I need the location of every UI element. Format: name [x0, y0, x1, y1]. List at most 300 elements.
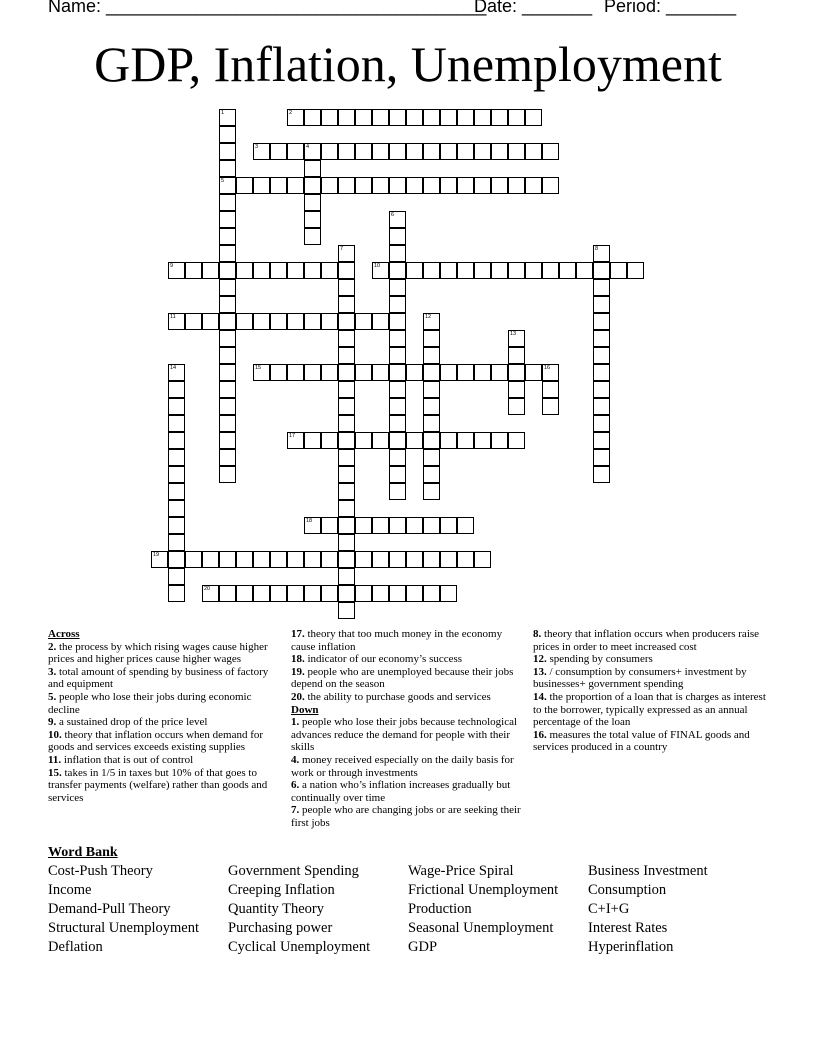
- cell-number: 13: [510, 331, 517, 337]
- crossword-cell[interactable]: [423, 432, 440, 449]
- crossword-cell[interactable]: [287, 143, 304, 160]
- crossword-cell[interactable]: [219, 415, 236, 432]
- crossword-cell[interactable]: [168, 551, 185, 568]
- crossword-cell[interactable]: [304, 211, 321, 228]
- crossword-cell[interactable]: [168, 313, 185, 330]
- crossword-cell[interactable]: [440, 109, 457, 126]
- crossword-cell[interactable]: [474, 143, 491, 160]
- crossword-cell[interactable]: [491, 109, 508, 126]
- crossword-cell[interactable]: [593, 313, 610, 330]
- crossword-cell[interactable]: [287, 313, 304, 330]
- crossword-cell[interactable]: [440, 143, 457, 160]
- crossword-cell[interactable]: [508, 109, 525, 126]
- crossword-cell[interactable]: [525, 364, 542, 381]
- crossword-cell[interactable]: [406, 109, 423, 126]
- crossword-cell[interactable]: [440, 177, 457, 194]
- crossword-cell[interactable]: [321, 517, 338, 534]
- cell-number: 5: [221, 178, 225, 184]
- crossword-cell[interactable]: [576, 262, 593, 279]
- crossword-cell[interactable]: [491, 177, 508, 194]
- crossword-cell[interactable]: [508, 364, 525, 381]
- crossword-cell[interactable]: [168, 432, 185, 449]
- crossword-cell[interactable]: [355, 364, 372, 381]
- crossword-cell[interactable]: [338, 109, 355, 126]
- crossword-cell[interactable]: [253, 585, 270, 602]
- crossword-cell[interactable]: [423, 398, 440, 415]
- crossword-cell[interactable]: [219, 330, 236, 347]
- crossword-cell[interactable]: [321, 364, 338, 381]
- word-bank-term: Production: [408, 901, 472, 917]
- down-clue: [533, 628, 768, 653]
- crossword-cell[interactable]: [321, 143, 338, 160]
- crossword-cell[interactable]: [423, 143, 440, 160]
- crossword-cell[interactable]: [287, 109, 304, 126]
- crossword-cell[interactable]: [423, 585, 440, 602]
- crossword-cell[interactable]: [423, 381, 440, 398]
- crossword-cell[interactable]: [270, 313, 287, 330]
- crossword-cell[interactable]: [338, 432, 355, 449]
- word-bank-term: Government Spending: [228, 863, 359, 879]
- crossword-cell[interactable]: [389, 262, 406, 279]
- crossword-cell[interactable]: [202, 585, 219, 602]
- crossword-cell[interactable]: [168, 262, 185, 279]
- crossword-cell[interactable]: [236, 262, 253, 279]
- crossword-cell[interactable]: [474, 177, 491, 194]
- crossword-cell[interactable]: [355, 143, 372, 160]
- crossword-cell[interactable]: [491, 364, 508, 381]
- crossword-cell[interactable]: [338, 568, 355, 585]
- crossword-cell[interactable]: [338, 330, 355, 347]
- crossword-cell[interactable]: [457, 143, 474, 160]
- crossword-cell[interactable]: [304, 313, 321, 330]
- crossword-cell[interactable]: [389, 381, 406, 398]
- crossword-cell[interactable]: [270, 364, 287, 381]
- crossword-cell[interactable]: [338, 551, 355, 568]
- crossword-cell[interactable]: [525, 262, 542, 279]
- crossword-cell[interactable]: [440, 364, 457, 381]
- crossword-cell[interactable]: [304, 194, 321, 211]
- crossword-cell[interactable]: [338, 415, 355, 432]
- crossword-cell[interactable]: [372, 262, 389, 279]
- cell-number: 11: [170, 314, 176, 320]
- crossword-cell[interactable]: [593, 279, 610, 296]
- crossword-cell[interactable]: [202, 262, 219, 279]
- crossword-cell[interactable]: [219, 381, 236, 398]
- crossword-cell[interactable]: [219, 347, 236, 364]
- crossword-cell[interactable]: [236, 585, 253, 602]
- crossword-cell[interactable]: [168, 534, 185, 551]
- crossword-cell[interactable]: [372, 585, 389, 602]
- crossword-cell[interactable]: [338, 262, 355, 279]
- crossword-cell[interactable]: [423, 483, 440, 500]
- crossword-cell[interactable]: [389, 398, 406, 415]
- crossword-cell[interactable]: [168, 449, 185, 466]
- crossword-cell[interactable]: [389, 483, 406, 500]
- crossword-cell[interactable]: [372, 364, 389, 381]
- crossword-cell[interactable]: [372, 177, 389, 194]
- crossword-cell[interactable]: [321, 177, 338, 194]
- crossword-cell[interactable]: [457, 177, 474, 194]
- crossword-cell[interactable]: [253, 262, 270, 279]
- crossword-cell[interactable]: [372, 432, 389, 449]
- crossword-cell[interactable]: [389, 432, 406, 449]
- crossword-cell[interactable]: [423, 517, 440, 534]
- clue-text: the process by which rising wages cause higher prices and higher prices cause higher wages: [48, 640, 268, 666]
- crossword-cell[interactable]: [542, 262, 559, 279]
- crossword-cell[interactable]: [338, 534, 355, 551]
- crossword-cell[interactable]: [406, 585, 423, 602]
- clue-text: people who are unemployed because their jobs depend on the season: [291, 665, 514, 691]
- crossword-cell[interactable]: [457, 432, 474, 449]
- crossword-cell[interactable]: [338, 347, 355, 364]
- crossword-cell[interactable]: [338, 517, 355, 534]
- crossword-cell[interactable]: [440, 432, 457, 449]
- crossword-cell[interactable]: [168, 466, 185, 483]
- crossword-cell[interactable]: [559, 262, 576, 279]
- crossword-cell[interactable]: [355, 432, 372, 449]
- crossword-cell[interactable]: [389, 347, 406, 364]
- crossword-cell[interactable]: [338, 381, 355, 398]
- crossword-cell[interactable]: [508, 432, 525, 449]
- crossword-cell[interactable]: [593, 330, 610, 347]
- crossword-cell[interactable]: [338, 466, 355, 483]
- across-clue: [48, 641, 276, 666]
- crossword-cell[interactable]: [219, 279, 236, 296]
- crossword-cell[interactable]: [253, 551, 270, 568]
- crossword-cell[interactable]: [593, 398, 610, 415]
- crossword-cell[interactable]: [253, 313, 270, 330]
- crossword-cell[interactable]: [338, 245, 355, 262]
- crossword-cell[interactable]: [406, 177, 423, 194]
- crossword-cell[interactable]: [219, 211, 236, 228]
- crossword-cell[interactable]: [372, 517, 389, 534]
- crossword-cell[interactable]: [304, 517, 321, 534]
- crossword-cell[interactable]: [219, 585, 236, 602]
- crossword-cell[interactable]: [423, 364, 440, 381]
- crossword-cell[interactable]: [457, 364, 474, 381]
- crossword-cell[interactable]: [389, 517, 406, 534]
- crossword-cell[interactable]: [253, 143, 270, 160]
- crossword-cell[interactable]: [389, 279, 406, 296]
- crossword-cell[interactable]: [219, 177, 236, 194]
- crossword-cell[interactable]: [542, 143, 559, 160]
- crossword-cell[interactable]: [253, 364, 270, 381]
- crossword-cell[interactable]: [304, 160, 321, 177]
- crossword-cell[interactable]: [457, 551, 474, 568]
- crossword-cell[interactable]: [593, 347, 610, 364]
- crossword-cell[interactable]: [440, 517, 457, 534]
- crossword-cell[interactable]: [389, 449, 406, 466]
- clue-text: money received especially on the daily basis for work or through investments: [291, 753, 514, 779]
- crossword-cell[interactable]: [304, 585, 321, 602]
- crossword-cell[interactable]: [389, 551, 406, 568]
- crossword-cell[interactable]: [168, 500, 185, 517]
- crossword-cell[interactable]: [593, 381, 610, 398]
- crossword-cell[interactable]: [219, 228, 236, 245]
- crossword-cell[interactable]: [406, 143, 423, 160]
- crossword-cell[interactable]: [542, 398, 559, 415]
- crossword-cell[interactable]: [151, 551, 168, 568]
- crossword-cell[interactable]: [202, 551, 219, 568]
- crossword-cell[interactable]: [304, 432, 321, 449]
- crossword-cell[interactable]: [168, 364, 185, 381]
- crossword-cell[interactable]: [304, 228, 321, 245]
- crossword-cell[interactable]: [372, 313, 389, 330]
- crossword-cell[interactable]: [185, 313, 202, 330]
- crossword-cell[interactable]: [423, 177, 440, 194]
- crossword-cell[interactable]: [508, 177, 525, 194]
- crossword-cell[interactable]: [253, 177, 270, 194]
- crossword-cell[interactable]: [406, 551, 423, 568]
- crossword-cell[interactable]: [389, 177, 406, 194]
- crossword-cell[interactable]: [389, 228, 406, 245]
- crossword-cell[interactable]: [423, 415, 440, 432]
- crossword-cell[interactable]: [304, 364, 321, 381]
- crossword-cell[interactable]: [270, 143, 287, 160]
- crossword-cell[interactable]: [355, 551, 372, 568]
- crossword-cell[interactable]: [287, 551, 304, 568]
- clue-number: 2.: [48, 640, 57, 653]
- crossword-cell[interactable]: [338, 279, 355, 296]
- crossword-cell[interactable]: [219, 313, 236, 330]
- crossword-cell[interactable]: [355, 517, 372, 534]
- crossword-cell[interactable]: [508, 262, 525, 279]
- crossword-cell[interactable]: [406, 517, 423, 534]
- crossword-cell[interactable]: [491, 432, 508, 449]
- word-bank-term: Creeping Inflation: [228, 882, 335, 898]
- crossword-cell[interactable]: [491, 143, 508, 160]
- crossword-cell[interactable]: [372, 143, 389, 160]
- crossword-cell[interactable]: [593, 245, 610, 262]
- across-clues-col2: [291, 628, 521, 830]
- crossword-cell[interactable]: [287, 364, 304, 381]
- crossword-cell[interactable]: [219, 466, 236, 483]
- clue-number: 4.: [291, 753, 300, 766]
- crossword-cell[interactable]: [423, 313, 440, 330]
- crossword-cell[interactable]: [236, 551, 253, 568]
- crossword-cell[interactable]: [389, 211, 406, 228]
- crossword-cell[interactable]: [338, 296, 355, 313]
- crossword-cell[interactable]: [270, 262, 287, 279]
- clue-text: spending by consumers: [546, 653, 653, 666]
- name-field[interactable]: Name: ______________________________________: [48, 0, 487, 16]
- crossword-cell[interactable]: [338, 177, 355, 194]
- crossword-cell[interactable]: [423, 330, 440, 347]
- crossword-cell[interactable]: [423, 551, 440, 568]
- crossword-cell[interactable]: [219, 126, 236, 143]
- crossword-cell[interactable]: [287, 432, 304, 449]
- crossword-cell[interactable]: [270, 551, 287, 568]
- crossword-cell[interactable]: [457, 109, 474, 126]
- crossword-cell[interactable]: [304, 109, 321, 126]
- crossword-cell[interactable]: [542, 364, 559, 381]
- clue-text: theory that inflation occurs when producers raise prices in order to meet increased cost: [533, 628, 760, 653]
- crossword-cell[interactable]: [321, 551, 338, 568]
- crossword-cell[interactable]: [525, 109, 542, 126]
- crossword-cell[interactable]: [389, 330, 406, 347]
- crossword-cell[interactable]: [219, 364, 236, 381]
- crossword-cell[interactable]: [389, 143, 406, 160]
- crossword-cell[interactable]: [440, 262, 457, 279]
- crossword-cell[interactable]: [219, 109, 236, 126]
- crossword-cell[interactable]: [219, 194, 236, 211]
- crossword-cell[interactable]: [219, 449, 236, 466]
- crossword-cell[interactable]: [185, 551, 202, 568]
- crossword-cell[interactable]: [287, 585, 304, 602]
- crossword-cell[interactable]: [338, 500, 355, 517]
- period-field[interactable]: Period: _______: [604, 0, 737, 16]
- crossword-cell[interactable]: [593, 364, 610, 381]
- crossword-cell[interactable]: [457, 262, 474, 279]
- word-bank-term: Business Investment: [588, 863, 708, 879]
- crossword-cell[interactable]: [423, 109, 440, 126]
- crossword-cell[interactable]: [389, 109, 406, 126]
- clue-text: measures the total value of FINAL goods and services produced in a country: [533, 728, 750, 754]
- crossword-cell[interactable]: [338, 602, 355, 619]
- crossword-cell[interactable]: [406, 262, 423, 279]
- crossword-cell[interactable]: [525, 143, 542, 160]
- crossword-cell[interactable]: [168, 585, 185, 602]
- clue-number: 15.: [48, 766, 62, 779]
- crossword-cell[interactable]: [287, 177, 304, 194]
- crossword-cell[interactable]: [542, 381, 559, 398]
- crossword-cell[interactable]: [508, 330, 525, 347]
- crossword-cell[interactable]: [168, 415, 185, 432]
- crossword-cell[interactable]: [593, 449, 610, 466]
- crossword-cell[interactable]: [219, 398, 236, 415]
- crossword-cell[interactable]: [304, 143, 321, 160]
- crossword-cell[interactable]: [219, 296, 236, 313]
- crossword-cell[interactable]: [525, 177, 542, 194]
- across-heading: Across: [48, 628, 80, 640]
- crossword-cell[interactable]: [321, 109, 338, 126]
- cell-number: 16: [544, 365, 551, 371]
- page-title: GDP, Inflation, Unemployment: [94, 36, 722, 92]
- crossword-cell[interactable]: [355, 313, 372, 330]
- crossword-cell[interactable]: [168, 483, 185, 500]
- crossword-cell[interactable]: [168, 517, 185, 534]
- crossword-cell[interactable]: [355, 177, 372, 194]
- crossword-cell[interactable]: [423, 262, 440, 279]
- crossword-cell[interactable]: [372, 109, 389, 126]
- cell-number: 12: [425, 314, 432, 320]
- word-bank-term: Structural Unemployment: [48, 920, 200, 936]
- crossword-cell[interactable]: [338, 313, 355, 330]
- crossword-cell[interactable]: [508, 381, 525, 398]
- crossword-cell[interactable]: [593, 296, 610, 313]
- date-field[interactable]: Date: _______: [474, 0, 593, 16]
- cell-number: 6: [391, 212, 395, 218]
- crossword-cell[interactable]: [236, 177, 253, 194]
- crossword-cell[interactable]: [219, 245, 236, 262]
- crossword-cell[interactable]: [185, 262, 202, 279]
- crossword-cell[interactable]: [474, 432, 491, 449]
- crossword-cell[interactable]: [440, 585, 457, 602]
- crossword-cell[interactable]: [389, 364, 406, 381]
- crossword-cell[interactable]: [423, 466, 440, 483]
- word-bank-heading: Word Bank: [48, 845, 118, 860]
- crossword-cell[interactable]: [423, 449, 440, 466]
- crossword-cell[interactable]: [338, 398, 355, 415]
- crossword-cell[interactable]: [304, 262, 321, 279]
- crossword-cell[interactable]: [474, 364, 491, 381]
- crossword-cell[interactable]: [168, 398, 185, 415]
- crossword-cell[interactable]: [304, 177, 321, 194]
- crossword-cell[interactable]: [355, 109, 372, 126]
- crossword-cell[interactable]: [508, 143, 525, 160]
- crossword-cell[interactable]: [219, 160, 236, 177]
- clue-text: theory that too much money in the economy cause inflation: [291, 628, 503, 653]
- crossword-cell[interactable]: [474, 109, 491, 126]
- clue-number: 1.: [291, 716, 300, 729]
- crossword-cell[interactable]: [168, 568, 185, 585]
- crossword-cell[interactable]: [474, 262, 491, 279]
- crossword-cell[interactable]: [389, 296, 406, 313]
- across-clues-col1: [48, 628, 276, 804]
- crossword-cell[interactable]: [355, 585, 372, 602]
- crossword-cell[interactable]: [389, 466, 406, 483]
- crossword-cell[interactable]: [474, 551, 491, 568]
- clue-text: the ability to purchase goods and services: [304, 690, 491, 703]
- crossword-cell[interactable]: [389, 245, 406, 262]
- crossword-cell[interactable]: [219, 262, 236, 279]
- crossword-cell[interactable]: [491, 262, 508, 279]
- crossword-cell[interactable]: [219, 143, 236, 160]
- crossword-cell[interactable]: [219, 432, 236, 449]
- crossword-cell[interactable]: [338, 143, 355, 160]
- crossword-cell[interactable]: [389, 313, 406, 330]
- crossword-cell[interactable]: [168, 381, 185, 398]
- crossword-cell[interactable]: [593, 466, 610, 483]
- crossword-cell[interactable]: [542, 177, 559, 194]
- cell-number: 1: [221, 110, 225, 116]
- clue-text: inflation that is out of control: [61, 753, 194, 766]
- crossword-cell[interactable]: [338, 449, 355, 466]
- crossword-cell[interactable]: [304, 551, 321, 568]
- crossword-cell[interactable]: [219, 551, 236, 568]
- crossword-cell[interactable]: [338, 364, 355, 381]
- crossword-cell[interactable]: [389, 415, 406, 432]
- crossword-cell[interactable]: [338, 585, 355, 602]
- crossword-cell[interactable]: [406, 364, 423, 381]
- crossword-cell[interactable]: [372, 551, 389, 568]
- crossword-cell[interactable]: [287, 262, 304, 279]
- cell-number: 4: [306, 144, 310, 150]
- crossword-cell[interactable]: [423, 347, 440, 364]
- crossword-cell[interactable]: [406, 432, 423, 449]
- crossword-cell[interactable]: [593, 415, 610, 432]
- crossword-cell[interactable]: [457, 517, 474, 534]
- crossword-cell[interactable]: [321, 585, 338, 602]
- crossword-cell[interactable]: [321, 313, 338, 330]
- down-clue: [533, 666, 768, 691]
- crossword-cell[interactable]: [321, 262, 338, 279]
- crossword-cell[interactable]: [610, 262, 627, 279]
- crossword-cell[interactable]: [202, 313, 219, 330]
- crossword-cell[interactable]: [270, 585, 287, 602]
- crossword-cell[interactable]: [593, 432, 610, 449]
- crossword-cell[interactable]: [508, 398, 525, 415]
- crossword-cell[interactable]: [270, 177, 287, 194]
- crossword-cell[interactable]: [508, 347, 525, 364]
- crossword-cell[interactable]: [321, 432, 338, 449]
- crossword-cell[interactable]: [593, 262, 610, 279]
- crossword-cell[interactable]: [338, 483, 355, 500]
- crossword-cell[interactable]: [389, 585, 406, 602]
- crossword-cell[interactable]: [236, 313, 253, 330]
- crossword-cell[interactable]: [440, 551, 457, 568]
- crossword-cell[interactable]: [627, 262, 644, 279]
